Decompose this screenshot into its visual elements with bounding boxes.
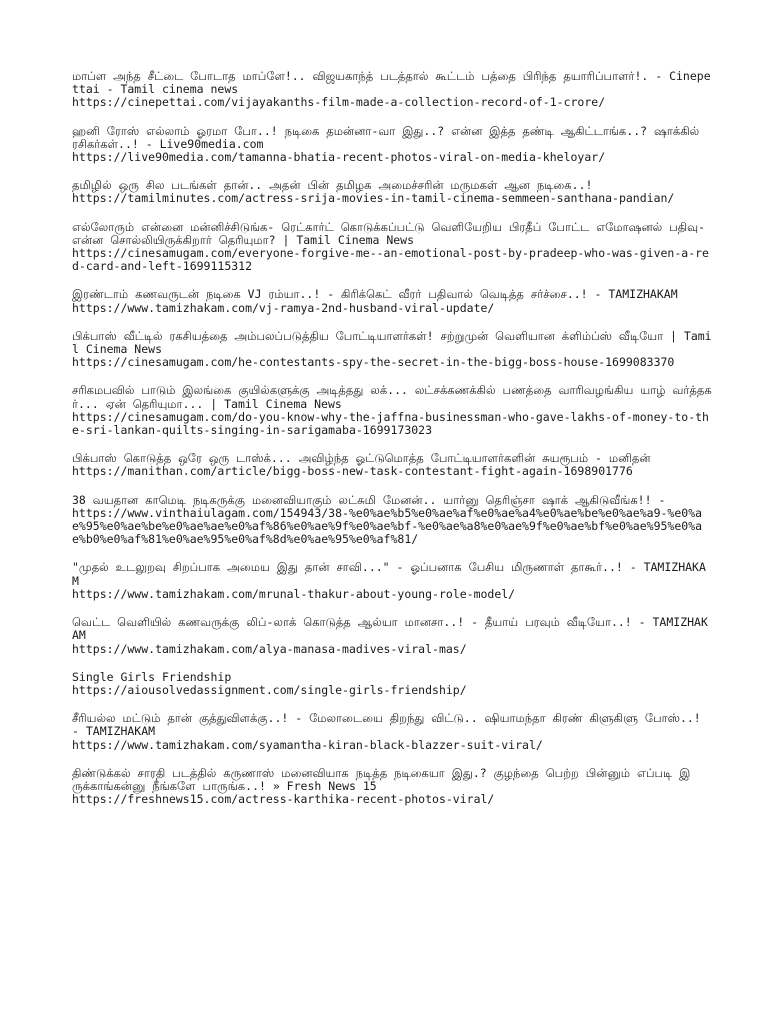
- entry-title: திண்டுக்கல் சாரதி படத்தில் கருணாஸ் மனைவியாக நடித்த நடிகையா இது.? குழந்தை பெற்ற பின்னும் எப்படி இருக்காங்கன்னு நீங்களே பாருங்க..! » Fresh News 15: [72, 765, 691, 793]
- entry-url: https://www.tamizhakam.com/syamantha-kiran-black-blazzer-suit-viral/: [72, 737, 543, 752]
- list-item: [72, 712, 712, 752]
- entry-url: https://www.vinthaiulagam.com/154943/38-%e0%ae%b5%e0%ae%af%e0%ae%a4%e0%ae%be%e0%ae%a9-%e0%ae%95%e0%ae%be%e0%ae%ae%e0%af%86%e0%ae%9f%e0%ae%bf-%e0%ae%a8%e0%ae%9f%e0%ae%bf%e0%ae%95%e0%ae%b0%e0%af%81%e0%ae%95%e0%af%8d%e0%ae%95%e0%af%81/: [72, 505, 703, 547]
- entry-url: https://tamilminutes.com/actress-srija-movies-in-tamil-cinema-semmeen-santhana-pandian/: [72, 191, 675, 206]
- entry-title: "முதல் உடலுறவு சிறப்பாக அமைய இது தான் சாவி..." - ஓப்பனாக பேசிய மிருணாள் தாகூர்..! - TAMIZHAKAM: [72, 560, 706, 588]
- entry-title: ஹனி ரோஸ் எல்லாம் ஓரமா போ..! நடிகை தமன்னா-வா இது..? என்ன இத்த தண்டி ஆகிட்டாங்க..? ஷாக்கில் ரசிகர்கள்..! - Live90media.com: [72, 123, 707, 151]
- list-item: [72, 767, 712, 807]
- entry-title: Single Girls Friendship: [72, 669, 232, 684]
- entry-title: சீரியல்ல மட்டும் தான் குத்துவிளக்கு..! - மேலாடையை திறந்து விட்டு.. ஷியாமந்தா கிரண் கிளுகிளு போஸ்..! - TAMIZHAKAM: [72, 711, 708, 739]
- list-item: [72, 70, 712, 110]
- list-item: [72, 221, 712, 274]
- entry-url: https://freshnews15.com/actress-karthika-recent-photos-viral/: [72, 792, 495, 807]
- entry-url: https://live90media.com/tamanna-bhatia-recent-photos-viral-on-media-kheloyar/: [72, 150, 606, 165]
- entry-title: மாப்ள அந்த சீட்டை போடாத மாப்ளே!.. விஜயகாந்த் படத்தால் கூட்டம் பத்தை பிரிந்த தயாரிப்பாளர்!. - Cinepettai - Tamil cinema news: [72, 69, 711, 97]
- entry-title: வெட்ட வெளியில் கணவருக்கு லிப்-லாக் கொடுத்த ஆல்யா மானசா..! - தீயாய் பரவும் வீடியோ..! - TAMIZHAKAM: [72, 615, 708, 643]
- entry-url: https://cinesamugam.com/he-contestants-spy-the-secret-in-the-bigg-boss-house-1699083370: [72, 355, 675, 370]
- list-item: [72, 561, 712, 601]
- list-item: [72, 125, 712, 165]
- entry-url: https://www.tamizhakam.com/mrunal-thakur-about-young-role-model/: [72, 586, 516, 601]
- list-item: [72, 330, 712, 370]
- list-item: [72, 179, 712, 205]
- list-item: [72, 288, 712, 314]
- entry-title: எல்லோரும் என்னை மன்னிச்சிடுங்க- ரெட்கார்ட் கொடுக்கப்பட்டு வெளியேறிய பிரதீப் போட்ட எமோஷனல் பதிவு- என்ன சொல்லியிருக்கிறார் தெரியுமா? | Tamil Cinema News: [72, 219, 712, 247]
- list-item: [72, 452, 712, 478]
- entry-title: 38 வயதான காமெடி நடிகருக்கு மனைவியாகும் லட்சுமி மேனன்.. யார்னு தெரிஞ்சா ஷாக் ஆகிடுவீங்க!! -: [72, 492, 666, 507]
- list-item: [72, 616, 712, 656]
- document-page: [72, 70, 712, 821]
- entry-url: https://aiousolvedassignment.com/single-girls-friendship/: [72, 682, 467, 697]
- list-item: [72, 384, 712, 437]
- entry-url: https://manithan.com/article/bigg-boss-new-task-contestant-fight-again-1698901776: [72, 464, 633, 479]
- entry-title: பிக்பாஸ் வீட்டில் ரகசியத்தை அம்பலப்படுத்திய போட்டியாளர்கள்! சற்றுமுன் வெளியான க்ளிம்ப்ஸ் வீடியோ | Tamil Cinema News: [72, 328, 712, 357]
- list-item: [72, 494, 712, 547]
- list-item: [72, 671, 712, 697]
- entry-title: இரண்டாம் கணவருடன் நடிகை VJ ரம்யா..! - கிரிக்கெட் வீரர் பதிவால் வெடித்த சர்ச்சை..! - TAMIZHAKAM: [72, 287, 678, 302]
- entry-title: சரிகமபவில் பாடும் இலங்கை குயில்களுக்கு அடித்தது லக்... லட்சக்கணக்கில் பணத்தை வாரிவழங்கிய யாழ் வர்த்தகர்... ஏன் தெரியுமா... | Tamil Cinema News: [72, 383, 712, 411]
- entry-url: https://cinesamugam.com/do-you-know-why-the-jaffna-businessman-who-gave-lakhs-of-money-to-the-sri-lankan-quilts-singing-in-sarigamaba-1699173023: [72, 409, 709, 438]
- entry-url: https://www.tamizhakam.com/vj-ramya-2nd-husband-viral-update/: [72, 300, 495, 315]
- entry-title: தமிழில் ஒரு சில படங்கள் தான்.. அதன் பின் தமிழக அமைச்சரின் மருமகள் ஆன நடிகை..!: [72, 178, 593, 193]
- entry-url: https://www.tamizhakam.com/alya-manasa-madives-viral-mas/: [72, 641, 467, 656]
- entry-title: பிக்பாஸ் கொடுத்த ஒரே ஒரு டாஸ்க்... அவிழ்ந்த ஓட்டுமொத்த போட்டியாளர்களின் சுயரூபம் - மனிதன்: [72, 451, 651, 466]
- entry-url: https://cinesamugam.com/everyone-forgive-me--an-emotional-post-by-pradeep-who-was-given-a-red-card-and-left-1699115312: [72, 246, 709, 274]
- entry-url: https://cinepettai.com/vijayakanths-film-made-a-collection-record-of-1-crore/: [72, 95, 606, 110]
